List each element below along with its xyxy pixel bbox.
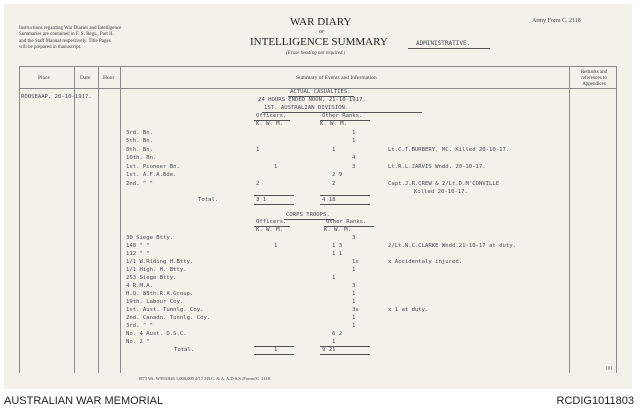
table-left-rule (19, 66, 20, 373)
remarks-line: Remarks and (580, 70, 608, 75)
unit-cell: 1st. Aust. Tunnlg. Coy. (126, 307, 204, 313)
division-heading: 1ST. AUSTRALIAN DIVISION. (264, 105, 349, 111)
page-title: WAR DIARY (290, 16, 352, 28)
col-rule-remarks (569, 66, 570, 373)
unit-cell: 148 " " (126, 243, 150, 249)
corps-officers-header: Officers. (256, 219, 287, 225)
margin-note: 00 (606, 366, 612, 372)
unit-cell: 253 Siege Btty. (126, 275, 177, 281)
corps-troops-heading: CORPS TROOPS. (286, 212, 330, 218)
remark-cell: Capt.J.R.CREW & 2/Lt.D.M'CONVILLE (388, 181, 500, 187)
unit-cell: H.Q. 88th.R.A.Group. (126, 291, 194, 297)
unit-cell: 5th. Bn. (126, 138, 153, 144)
division-total-rule (320, 204, 370, 205)
page-subtitle: INTELLIGENCE SUMMARY (250, 36, 388, 48)
period-heading: 24 HOURS ENDED NOON, 21-10-1917. (258, 97, 366, 103)
remarks-line: Appendices (582, 82, 606, 87)
unit-cell: 2nd. Canadn. Tunnlg. Coy. (126, 315, 211, 321)
other-ranks-cell: 3 (352, 164, 356, 170)
other-ranks-cell: 1x (352, 259, 359, 265)
corps-total-officers: 1 (274, 347, 278, 353)
remark-cell: x 1 at duty. (388, 307, 429, 313)
col-rule-date (74, 66, 75, 373)
unit-cell: 1st. A.F.A.Bde. (126, 172, 177, 178)
other-ranks-cell: 1 (352, 267, 356, 273)
archive-credit: AUSTRALIAN WAR MEMORIAL (4, 395, 164, 407)
corps-total-rule (320, 354, 370, 355)
unit-cell: 4 R.M.A. (126, 283, 153, 289)
other-ranks-cell: 1 1 (332, 251, 343, 257)
unit-cell: 3rd. Bn. (126, 130, 153, 136)
other-ranks-cell: 1 (352, 315, 356, 321)
corps-total-label: Total. (174, 347, 195, 353)
col-rule-hour (98, 66, 99, 373)
title-or: or (319, 29, 325, 35)
unit-cell: No. 4 Aust. D.S.C. (126, 331, 187, 337)
instructions-block (19, 26, 121, 52)
unit-cell: 10th. Bn. (126, 155, 157, 161)
other-ranks-cell: 3 (352, 283, 356, 289)
other-ranks-cell: 1 (352, 323, 356, 329)
other-ranks-kwm: K. W. M. (320, 121, 347, 127)
col-header-date: Date (80, 75, 91, 81)
other-ranks-cell: 1 (352, 130, 356, 136)
admin-underline (408, 48, 490, 49)
officers-cell: 1 (274, 164, 278, 170)
corps-other-ranks-header: Other Ranks. (326, 219, 367, 225)
other-ranks-cell: 3x (352, 307, 359, 313)
division-total-officers: 3 1 (256, 197, 267, 203)
remark-cell: x Accidentaly injured. (388, 259, 463, 265)
unit-cell: 2nd. " " (126, 181, 153, 187)
unit-cell: 3rd. " " (126, 323, 153, 329)
division-total-rule (320, 195, 370, 196)
col-header-place: Place (38, 75, 50, 81)
instruction-line: Instructions regarding War Diaries and Intelligence (19, 26, 122, 31)
unit-cell: No. 2 " (126, 339, 150, 345)
printer-imprint: 1873 Wt. W593/826 1,000,000 4/17 J.B.C. & A. A.D.S.S./Forms/C. 2118. (138, 376, 272, 381)
col-header-summary: Summary of Events and Information (296, 75, 377, 81)
division-total-other-ranks: 4 18 (322, 197, 336, 203)
other-ranks-cell: 3 (352, 235, 356, 241)
instruction-line: and the Staff Manual respectively. Title Pages (19, 38, 111, 44)
other-ranks-cell: 1 3 (332, 243, 343, 249)
other-ranks-cell: 1 (332, 339, 336, 345)
unit-cell: 19th. Labour Coy. (126, 299, 184, 305)
corps-other-ranks-kwm: K. W. M. (324, 227, 351, 233)
other-ranks-cell: 2 (332, 181, 336, 187)
unit-cell: 8th. Bn. (126, 147, 153, 153)
other-ranks-cell: 4 (352, 155, 356, 161)
corps-officers-kwm: K. W. M. (256, 227, 283, 233)
col-rule-summary (120, 66, 121, 373)
table-top-rule (19, 66, 616, 67)
unit-cell: 1/1 W.Riding H.Btty. (126, 259, 194, 265)
remark-cell: Killed 20-10-17. (414, 189, 468, 195)
other-ranks-header: Other Ranks. (322, 113, 363, 119)
other-ranks-cell: 1 (352, 299, 356, 305)
unit-cell: 1/1 High. H. Btty. (126, 267, 187, 273)
other-ranks-cell: 1 (332, 275, 336, 281)
division-total-label: Total. (198, 197, 219, 203)
other-ranks-cell: 1 (352, 291, 356, 297)
place-date-entry: ROOSEAAP, 20-10-1917. (21, 94, 92, 100)
officers-cell: 1 (256, 147, 260, 153)
other-ranks-cell: 6 2 (332, 331, 343, 337)
army-form-number: Army Form C. 2118 (532, 18, 581, 24)
unit-cell: 30 Siege Btty. (126, 235, 174, 241)
instruction-line: will be prepared in manuscript. (19, 45, 82, 51)
officers-header: Officers. (256, 113, 287, 119)
corps-total-other-ranks: 9 21 (322, 347, 336, 353)
unit-cell: 112 " " (126, 251, 150, 257)
other-ranks-cell: 2 9 (332, 172, 343, 178)
officers-cell: 1 (274, 243, 278, 249)
remark-cell: 2/Lt.N.C.CLARKE Wndd.21-10-17 at duty. (388, 243, 516, 249)
corps-total-rule (254, 354, 294, 355)
remark-cell: Lt.C.T.BURBERY, MC, Killed 20-10-17. (388, 147, 510, 153)
archive-footer (0, 392, 640, 410)
remarks-line: references to (581, 76, 607, 81)
other-ranks-cell: 1 (332, 147, 336, 153)
unit-cell: 1st. Pioneer Bn. (126, 164, 180, 170)
officers-cell: 2 (256, 181, 260, 187)
other-ranks-cell: 1 (352, 138, 356, 144)
col-header-hour: Hour (103, 75, 115, 81)
col-header-remarks (575, 70, 613, 88)
heading-note: (Erase heading not required.) (286, 51, 346, 56)
archive-id: RCDIG1011803 (556, 395, 634, 407)
admin-stamp: ADMINISTRATIVE. (416, 40, 471, 47)
remark-cell: Lt.R.L.JARVIS Wndd. 20-10-17. (388, 164, 486, 170)
diary-page (4, 4, 632, 389)
officers-kwm: K. W. M. (256, 121, 283, 127)
division-total-rule (254, 195, 294, 196)
table-right-rule (616, 66, 617, 373)
casualties-heading: ACTUAL CASUALTIES. (290, 89, 351, 95)
instruction-line: Summaries are contained in F. S. Regs., Part II. (19, 32, 114, 38)
division-total-rule (254, 204, 294, 205)
